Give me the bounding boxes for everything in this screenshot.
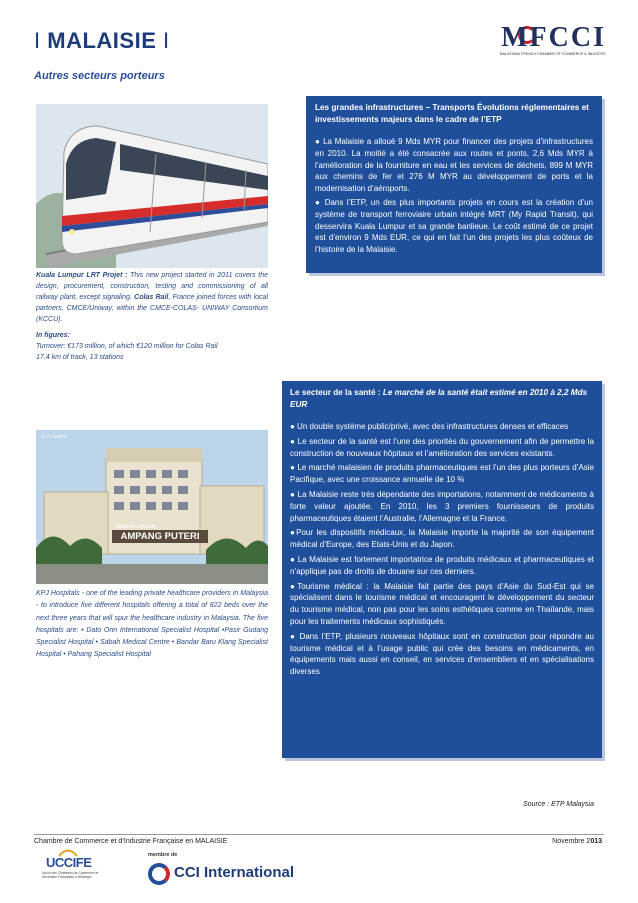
health-para-8: ● Dans l’ETP, plusieurs nouveaux hôpitaux sont en construction pour répondre au tourisme médical et à l’usage public qui crée des besoins en médicaments, en équipements mais aussi en conseil, en services d’ensembliers et en spécialisations diverses — [290, 631, 594, 677]
health-para-5: ●Pour les dispositifs médicaux, la Malaisie importe la majorité de son équipement médical d’Europe, des Etats-Unis et du Japon. — [290, 528, 594, 550]
train-photo — [36, 104, 268, 268]
footer-date-prefix: Novembre 2 — [552, 838, 591, 845]
logo-subtitle: MALAYSIAN FRENCH CHAMBER OF COMMERCE & INDUSTRY — [499, 52, 606, 56]
uccife-text: UCCIFE — [46, 855, 92, 870]
title-bar-right: I — [163, 28, 170, 53]
train-illustration — [36, 104, 268, 268]
figures-line-1: Turnover: €173 million, of which €120 million for Colas Rail — [36, 343, 218, 350]
train-caption-text2: , France joined forces with local partners, CMCE/Uniway, within the CMCE-COLAS- UNIWAY Consortium (KCCU). — [36, 294, 268, 323]
source-note: Source : ETP Malaysia — [523, 801, 594, 808]
infrastructure-box-title: Les grandes infrastructures – Transports Évolutions réglementaires et investissements majeurs dans le cadre de l’ETP — [315, 103, 589, 124]
member-of-label: membre de — [148, 852, 178, 858]
hospital-sign-small: HOSPITAL PAKAR — [116, 524, 156, 529]
health-para-3: ● Le marché malaisien de produits pharmaceutiques est l’un des plus porteurs d’Asie Pacifique, avec une croissance annuelle de 10 % — [290, 463, 594, 485]
hospital-sign: AMPANG PUTERI — [112, 530, 208, 543]
uccife-logo — [36, 851, 104, 899]
infrastructure-para-1: ● La Malaisie a alloué 9 Mds MYR pour financer des projets d’infrastructures en 2010. La moitié a été consacrée aux routes et ponts, 2,6 Mds MYR à l’amélioration de la fourniture en eau et les services de déchets, 899 M MYR aux chemins de fer et 276 M MYR au développement de ports et la modernisation d’aéroports. — [315, 137, 593, 194]
infrastructure-para-2: ● Dans l’ETP, un des plus importants projets en cours est la création d’un système de transport ferroviaire urbain intégré MRT (My Rapid Transit), qui desservira Kuala Lumpur et sa grande banlieue. Le coût estimé de ce projet est d’environ 9 Mds EUR, ce qui en fait l’un des projets les plus coûteux de l’histoire de la Malaisie. — [315, 197, 593, 255]
health-para-4: ● La Malaisie reste très dépendante des importations, notamment de médicaments à forte valeur ajoutée. En 2010, les 3 premiers fournisseurs de produits pharmaceutiques étaient l’Australie, l’Allemagne et la France. — [290, 489, 594, 523]
mfcci-logo — [493, 22, 608, 60]
health-title-plain: Le secteur de la santé : — [290, 388, 383, 397]
figures-heading: In figures: — [36, 332, 70, 339]
train-caption-bold2: Colas Rail — [134, 294, 169, 301]
figures-line-2: 17.4 km of track, 13 stations — [36, 354, 124, 361]
page-title — [34, 28, 170, 54]
infrastructure-box — [306, 96, 602, 273]
footer-date — [552, 838, 602, 845]
health-para-1: ● Un double système public/privé, avec des infrastructures denses et efficaces — [290, 422, 569, 431]
logo-text: MFCCI — [501, 22, 606, 53]
cci-international-text: CCI International — [174, 864, 295, 881]
uccife-subtitle: Union des Chambres de Commerce et d'Industrie Françaises à l'Etranger — [42, 871, 99, 880]
train-caption — [36, 270, 268, 325]
hospital-caption: KPJ Hospitals - one of the leading private healthcare providers in Malaysia - to introduce five different hospitals offering a total of 822 beds over the next three years that will spur the healthcare industry in Malaysia. The five hospitals are: • Dato Onn International Specialist Hospital •Pasir Gudang Specialist Hospital • Sabah Medical Centre • Bandar Baru Klang Specialist Hospital • Pahang Specialist Hospital — [36, 590, 268, 659]
health-para-2: ● Le secteur de la santé est l’une des priorités du gouvernement afin de permettre la construction de nouveaux hôpitaux et l’amélioration des services existants. — [290, 436, 594, 458]
title-text: MALAISIE — [47, 28, 157, 53]
figures-block — [36, 330, 268, 363]
photo-credit: © TV SMITH — [42, 434, 68, 439]
title-bar-left: I — [34, 28, 41, 53]
cci-international-icon — [148, 863, 170, 885]
health-para-7: ●Tourisme médical : la Malaisie fait partie des pays d’Asie du Sud-Est qui se spécialisent dans le tourisme médical et encouragent le développement du secteur du tourisme médical, non pas pour les soins esthétiques comme en Thaïlande, mais pour les traitements médicaux sophistiqués. — [290, 581, 594, 626]
footer-divider — [34, 834, 604, 835]
section-title: Autres secteurs porteurs — [34, 70, 165, 82]
page-header — [34, 22, 608, 62]
hospital-illustration — [36, 430, 268, 584]
train-caption-bold: Kuala Lumpur LRT Projet : — [36, 272, 128, 279]
footer-date-bold: 013 — [590, 838, 602, 845]
health-title-italic: Le marché de la santé était estimé en 2010 à 2,2 Mds EUR — [290, 388, 588, 409]
health-box — [282, 381, 602, 758]
hospital-photo — [36, 430, 268, 584]
health-para-6: ● La Malaisie est fortement importatrice de produits médicaux et pharmaceutiques et n’applique pas de droits de douane sur ces derniers. — [290, 554, 594, 576]
train-caption-text: This new project started in 2011 covers the design, procurement, construction, testing and commissioning of all railway plant, except signaling. — [36, 272, 268, 301]
health-box-title — [290, 387, 594, 411]
footer-chamber-name: Chambre de Commerce et d’Industrie Française en MALAISIE — [34, 838, 228, 845]
